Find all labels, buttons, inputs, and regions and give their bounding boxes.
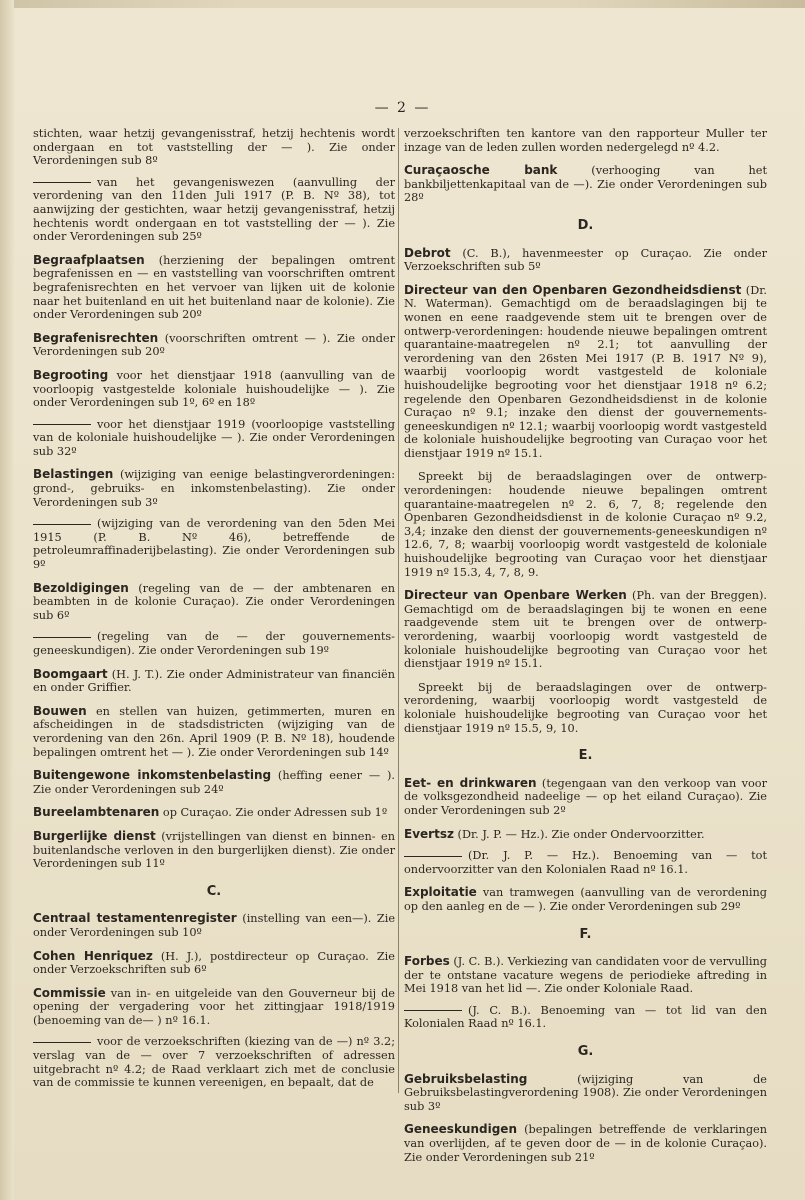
entry-text: Spreekt bij de beraadslagingen over de ontwerp-verordening, waarbij voorloopig wordt vastgesteld de koloniale huishoudelijke begrooting van Curaçao voor het dienstjaar 1919 nº 15.5, 9, 10. — [404, 680, 767, 735]
section-letter: G. — [577, 1044, 594, 1060]
entry-text: (herziening der bepalingen omtrent begrafenissen en — en vaststelling van voorschriften omtrent begrafenisrechten en het vervoer van lijken uit de kolonie naar het buitenland en uit het buitenland naar de kolonie). Zie onder Verordeningen sub 20º — [33, 253, 395, 322]
entry-text: (wijziging van de Gebruiksbelastingverordening 1908). Zie onder Verordeningen sub 3º — [404, 1072, 767, 1113]
index-entry — [404, 955, 767, 996]
section-letter: F. — [579, 926, 592, 942]
entry-keyword: Commissie — [33, 985, 106, 1000]
index-entry — [404, 1073, 767, 1114]
index-entry — [404, 164, 767, 205]
index-entry — [33, 418, 395, 459]
index-entry — [33, 668, 395, 695]
index-entry — [404, 284, 767, 461]
index-entry — [33, 127, 395, 168]
entry-text: (Dr. J. P. — Hz.). Zie onder Ondervoorzitter. — [457, 827, 705, 841]
index-entry — [33, 517, 395, 571]
entry-keyword: Burgerlijke dienst — [33, 828, 156, 843]
index-entry — [33, 332, 395, 359]
entry-text: (wijziging van eenige belastingverordeningen: grond-, gebruiks- en inkomstenbelasting). Zie onder Verordeningen sub 3º — [33, 468, 395, 509]
index-entry — [33, 769, 395, 796]
entry-text: (Dr. J. P. — Hz.). Benoeming van — tot ondervoorzitter van den Kolonialen Raad nº 16.1. — [404, 849, 767, 876]
index-entry — [404, 828, 767, 842]
index-entry — [33, 1035, 395, 1089]
entry-text: (voorschriften omtrent — ). Zie onder Verordeningen sub 20º — [33, 331, 396, 359]
entry-keyword: Eet- en drinkwaren — [404, 775, 537, 790]
index-entry — [404, 849, 767, 876]
paper-fold-left — [0, 0, 14, 1200]
entry-text: van het gevangeniswezen (aanvulling der verordening van den 11den Juli 1917 (P. B. Nº 38), tot aanwijzing der gestichten, waar hetzij gevangenisstraf, hetzij hechtenis wordt ondergaan en tot vaststelling der — ). Zie onder Verordeningen sub 25º — [33, 175, 395, 244]
entry-text: (verhooging van het bankbiljettenkapitaal van de —). Zie onder Verordeningen sub 28º — [404, 164, 767, 205]
index-entry — [33, 912, 395, 939]
entry-keyword: Evertsz — [404, 826, 454, 841]
index-entry — [404, 681, 767, 735]
index-entry — [33, 176, 395, 244]
index-entry — [33, 630, 395, 657]
entry-keyword: Centraal testamentenregister — [33, 911, 237, 926]
entry-keyword: Cohen Henriquez — [33, 948, 153, 963]
entry-text: (J. C. B.). Benoeming van — tot lid van den Kolonialen Raad nº 16.1. — [404, 1003, 767, 1031]
index-entry — [33, 705, 395, 759]
entry-keyword: Boomgaart — [33, 666, 108, 681]
index-entry — [33, 468, 395, 509]
paper-fold-top — [0, 0, 805, 8]
repeat-dash — [404, 1010, 462, 1011]
section-letter: D. — [577, 217, 594, 233]
entry-keyword: Begrooting — [33, 367, 109, 382]
entry-text: (heffing eener — ). Zie onder Verordeningen sub 24º — [33, 769, 395, 796]
entry-text: (regeling van de — der ambtenaren en beambten in de kolonie Curaçao). Zie onder Verordeningen sub 6º — [33, 581, 395, 622]
index-entry — [33, 806, 395, 820]
entry-keyword: Forbes — [404, 954, 450, 969]
entry-keyword: Geneeskundigen — [404, 1122, 517, 1137]
entry-text: (H. J. T.). Zie onder Administrateur van financiën en onder Griffier. — [33, 667, 395, 695]
entry-keyword: Belastingen — [33, 467, 114, 482]
entry-text: (J. C. B.). Verkiezing van candidaten voor de vervulling der te ontstane vacature wegens de periodieke aftreding in Mei 1918 van het lid —. Zie onder Koloniale Raad. — [404, 955, 768, 996]
index-entry — [33, 950, 395, 977]
entry-keyword: Buitengewone inkomstenbelasting — [33, 768, 272, 783]
index-entry — [404, 247, 767, 274]
entry-text: en stellen van huizen, getimmerten, muren en afscheidingen in de stadsdistricten (wijziging van de verordening van den 26n. April 1909 (P. B. Nº 18), houdende bepalingen omtrent het — ). Zie onder Verordeningen sub 14º — [33, 704, 395, 759]
entry-text: voor het dienstjaar 1918 (aanvulling van de voorloopig vastgestelde koloniale huishoudelijke — ). Zie onder Verordeningen sub 1º, 6º en 18º — [33, 368, 396, 410]
index-entry — [404, 127, 767, 154]
repeat-dash — [33, 637, 91, 638]
entry-keyword: Directeur van Openbare Werken — [404, 588, 627, 603]
index-entry — [33, 254, 395, 322]
section-letter: C. — [206, 883, 222, 899]
entry-text: (H. J.), postdirecteur op Curaçao. Zie onder Verzoekschriften sub 6º — [33, 949, 395, 977]
entry-keyword: Debrot — [404, 245, 451, 260]
entry-keyword: Directeur van den Openbaren Gezondheidsdienst — [404, 282, 742, 297]
entry-keyword: Exploitatie — [404, 885, 477, 900]
index-entry — [404, 886, 767, 913]
repeat-dash — [33, 424, 91, 425]
repeat-dash — [404, 856, 462, 857]
right-column — [404, 127, 767, 1174]
entry-text: (regeling van de — der gouvernements-geneeskundigen). Zie onder Verordeningen sub 19º — [33, 630, 395, 657]
left-column — [33, 127, 395, 1100]
entry-keyword: Bezoldigingen — [33, 580, 129, 595]
index-entry — [33, 369, 395, 410]
index-entry — [33, 582, 395, 623]
entry-keyword: Gebruiksbelasting — [404, 1071, 528, 1086]
index-entry — [404, 1004, 767, 1031]
column-divider — [398, 128, 399, 1093]
index-entry — [33, 987, 395, 1028]
entry-text: (Dr. N. Waterman). Gemachtigd om de beraadslagingen bij te wonen en eene raadgevende stem uit te brengen over de ontwerp-verordeningen: houdende nieuwe bepalingen omtrent quarantaine-maatregelen nº 2.1; tot aanvulling der verordening van den 26sten Mei 1917 (P. B. 1917 Nº 9), waarbij voorloopig wordt vastgesteld de koloniale huishoudelijke begrooting voor het dienstjaar 1918 nº 6.2; regelende den Openbaren Gezondheidsdienst in de kolonie Curaçao nº 9.1; inzake den dienst der gouvernements-geneeskundigen nº 12.1; waarbij voorloopig wordt vastgesteld de koloniale huishoudelijke begrooting van Curaçao voor het dienstjaar 1919 nº 15.1. — [404, 283, 767, 460]
entry-keyword: Bureelambtenaren — [33, 805, 160, 820]
index-entry — [404, 470, 767, 579]
index-entry — [404, 1123, 767, 1164]
page-number: — 2 — — [374, 100, 431, 116]
entry-text: voor de verzoekschriften (kiezing van de —) nº 3.2; verslag van de — over 7 verzoekschriften of adressen uitgebracht nº 4.2; de Raad verklaart zich met de conclusie van de commissie te kunnen vereenigen, en bepaalt, dat de — [33, 1035, 395, 1090]
entry-keyword: Begrafenisrechten — [33, 330, 159, 345]
entry-text: verzoekschriften ten kantore van den rapporteur Muller ter inzage van de leden zullen worden nedergelegd nº 4.2. — [404, 127, 767, 154]
entry-text: (wijziging van de verordening van den 5den Mei 1915 (P. B. Nº 46), betreffende de petroleumraffinaderijbelasting). Zie onder Verordeningen sub 9º — [33, 517, 395, 572]
entry-keyword: Bouwen — [33, 703, 87, 718]
repeat-dash — [33, 1042, 91, 1043]
entry-text: (instelling van een—). Zie onder Verordeningen sub 10º — [33, 912, 396, 939]
entry-text: (tegengaan van den verkoop van voor de volksgezondheid nadeelige — op het eiland Curaçao). Zie onder Verordeningen sub 2º — [404, 776, 767, 817]
entry-text: (bepalingen betreffende de verklaringen van overlijden, af te geven door de — in de kolonie Curaçao). Zie onder Verordeningen sub 21º — [404, 1123, 768, 1164]
entry-keyword: Begraafplaatsen — [33, 252, 145, 267]
entry-text: (vrijstellingen van dienst en binnen- en buitenlandsche verloven in den burgerlijken dienst). Zie onder Verordeningen sub 11º — [33, 829, 395, 871]
section-letter: E. — [578, 748, 593, 764]
entry-text: op Curaçao. Zie onder Adressen sub 1º — [162, 806, 388, 820]
repeat-dash — [33, 524, 91, 525]
repeat-dash — [33, 182, 91, 183]
index-entry — [33, 830, 395, 871]
entry-text: (Ph. van der Breggen). Gemachtigd om de beraadslagingen bij te wonen en eene raadgevende stem uit te brengen over de ontwerp-verordening, waarbij voorloopig wordt vastgesteld de koloniale huishoudelijke begrooting van Curaçao voor het dienstjaar 1919 nº 15.1. — [404, 589, 768, 671]
entry-text: voor het dienstjaar 1919 (voorloopige vaststelling van de koloniale huishoudelijke — ). Zie onder Verordeningen sub 32º — [33, 417, 395, 458]
entry-text: Spreekt bij de beraadslagingen over de ontwerp-verordeningen: houdende nieuwe bepalingen omtrent quarantaine-maatregelen nº 2. 6, 7, 8; regelende den Openbaren Gezondheidsdienst in de kolonie Curaçao nº 9.2, 3,4; inzake den dienst der gouvernements-geneeskundigen nº 12.6, 7, 8; waarbij voorloopig wordt vastgesteld de koloniale huishoudelijke begrooting van Curaçao voor het dienstjaar 1919 nº 15.3, 4, 7, 8, 9. — [404, 470, 767, 579]
entry-keyword: Curaçaosche bank — [404, 163, 558, 178]
entry-text: (C. B.), havenmeester op Curaçao. Zie onder Verzoekschriften sub 5º — [404, 246, 768, 274]
entry-text: stichten, waar hetzij gevangenisstraf, hetzij hechtenis wordt ondergaan en tot vaststelling der — ). Zie onder Verordeningen sub 8º — [33, 127, 395, 168]
entry-text: van in- en uitgeleide van den Gouverneur bij de opening der vergadering voor het zittingjaar 1918/1919 (benoeming van de— ) nº 16.1. — [33, 986, 395, 1027]
index-entry — [404, 777, 767, 818]
index-entry — [404, 589, 767, 671]
entry-text: van tramwegen (aanvulling van de verordening op den aanleg en de — ). Zie onder Verordeningen sub 29º — [404, 886, 768, 913]
